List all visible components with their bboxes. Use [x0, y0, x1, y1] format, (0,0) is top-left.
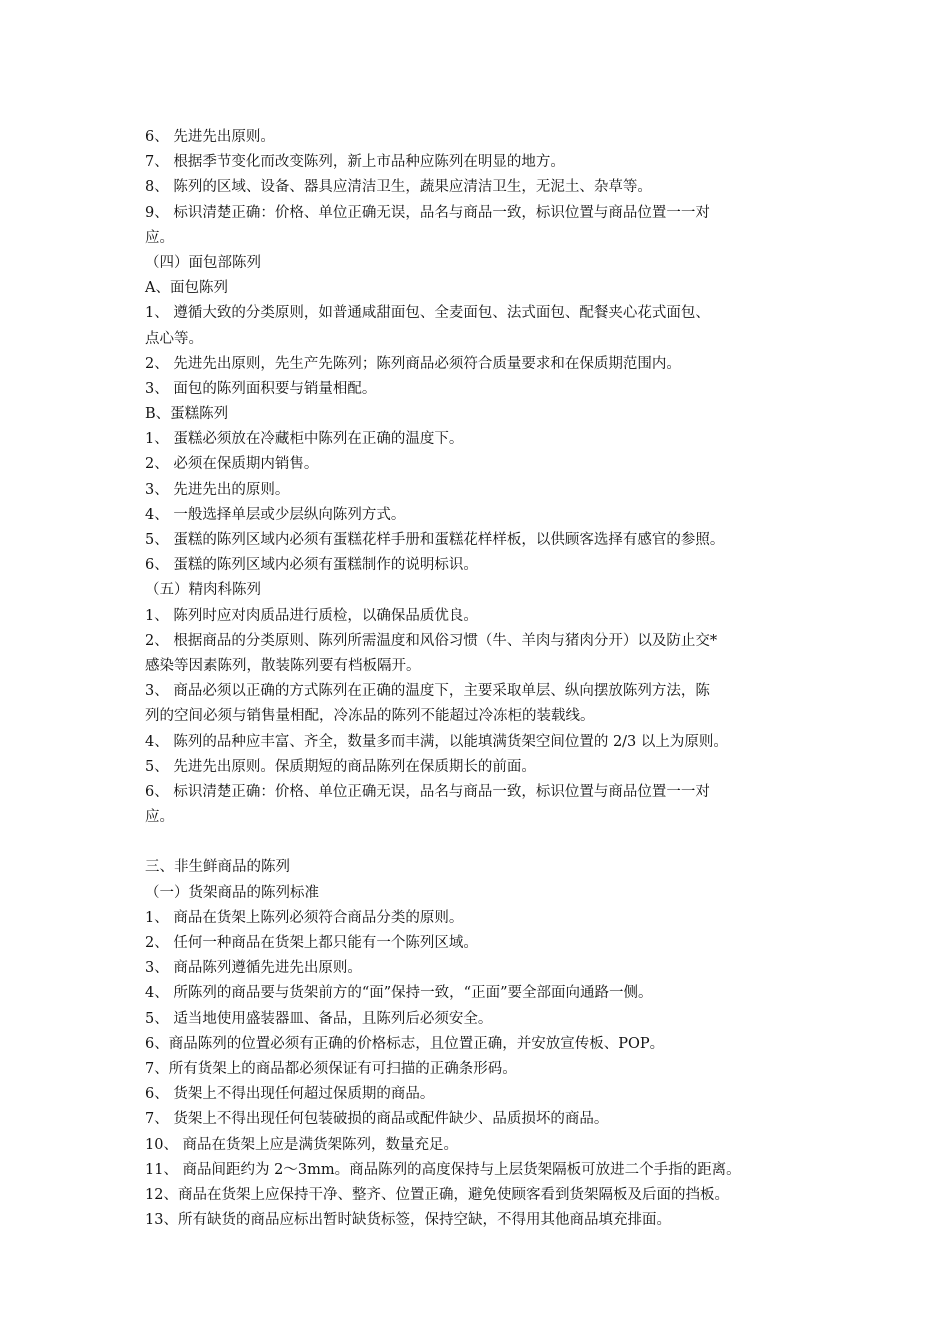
text-line: 1、 遵循大致的分类原则，如普通咸甜面包、全麦面包、法式面包、配餐夹心花式面包、 — [145, 305, 710, 322]
text-line: 7、所有货架上的商品都必须保证有可扫描的正确条形码。 — [145, 1060, 517, 1077]
section-heading: （五）精肉科陈列 — [145, 582, 261, 599]
text-line: 10、 商品在货架上应是满货架陈列，数量充足。 — [145, 1136, 459, 1153]
text-line: 3、 商品陈列遵循先进先出原则。 — [145, 960, 362, 977]
text-line: 4、 陈列的品种应丰富、齐全，数量多而丰满，以能填满货架空间位置的 2/3 以上为原则。 — [145, 733, 728, 750]
text-line: 11、 商品间距约为 2～3mm。商品陈列的高度保持与上层货架隔板可放进二个手指的距离。 — [145, 1161, 741, 1178]
text-line: 4、 一般选择单层或少层纵向陈列方式。 — [145, 506, 406, 523]
text-line: 感染等因素陈列，散装陈列要有档板隔开。 — [145, 657, 421, 674]
text-line: 1、 蛋糕必须放在冷藏柜中陈列在正确的温度下。 — [145, 431, 464, 448]
text-line: 6、商品陈列的位置必须有正确的价格标志，且位置正确，并安放宣传板、POP。 — [145, 1035, 665, 1052]
text-line: 3、 先进先出的原则。 — [145, 481, 290, 498]
text-line: 3、 面包的陈列面积要与销量相配。 — [145, 380, 377, 397]
text-line: 列的空间必须与销售量相配，冷冻品的陈列不能超过冷冻柜的装载线。 — [145, 708, 595, 725]
text-line: 13、所有缺货的商品应标出暂时缺货标签，保持空缺，不得用其他商品填充排面。 — [145, 1212, 671, 1229]
text-line: 6、 标识清楚正确：价格、单位正确无误，品名与商品一致，标识位置与商品位置一一对 — [145, 783, 710, 800]
text-line: 2、 必须在保质期内销售。 — [145, 456, 319, 473]
subsection-heading: B、蛋糕陈列 — [145, 406, 229, 423]
text-line: 1、 商品在货架上陈列必须符合商品分类的原则。 — [145, 909, 464, 926]
text-line: 点心等。 — [145, 330, 203, 347]
text-line: 2、 先进先出原则，先生产先陈列；陈列商品必须符合质量要求和在保质期范围内。 — [145, 355, 681, 372]
text-line: 7、 货架上不得出现任何包装破损的商品或配件缺少、品质损坏的商品。 — [145, 1111, 609, 1128]
text-line: 6、 货架上不得出现任何超过保质期的商品。 — [145, 1086, 435, 1103]
chapter-heading: 三、非生鲜商品的陈列 — [145, 859, 290, 876]
text-line: 应。 — [145, 809, 174, 826]
text-line: 6、 蛋糕的陈列区域内必须有蛋糕制作的说明标识。 — [145, 557, 478, 574]
text-line: 1、 陈列时应对肉质品进行质检，以确保品质优良。 — [145, 607, 478, 624]
text-line: 12、商品在货架上应保持干净、整齐、位置正确，避免使顾客看到货架隔板及后面的挡板。 — [145, 1186, 729, 1203]
section-heading: （一）货架商品的陈列标准 — [145, 884, 319, 901]
text-line: 3、 商品必须以正确的方式陈列在正确的温度下，主要采取单层、纵向摆放陈列方法，陈 — [145, 683, 710, 700]
text-line: 5、 适当地使用盛装器皿、备品，且陈列后必须安全。 — [145, 1010, 493, 1027]
text-line: 6、 先进先出原则。 — [145, 129, 275, 145]
text-line: 应。 — [145, 229, 174, 246]
blank-line — [145, 830, 811, 855]
text-line: 2、 根据商品的分类原则、陈列所需温度和风俗习惯（牛、羊肉与猪肉分开）以及防止交* — [145, 632, 718, 649]
document-body — [145, 125, 811, 1233]
section-heading: （四）面包部陈列 — [145, 254, 261, 271]
text-line: 2、 任何一种商品在货架上都只能有一个陈列区域。 — [145, 935, 478, 951]
text-line: 9、 标识清楚正确：价格、单位正确无误，品名与商品一致，标识位置与商品位置一一对 — [145, 204, 710, 221]
text-line: 8、 陈列的区域、设备、器具应清洁卫生，蔬果应清洁卫生，无泥土、杂草等。 — [145, 179, 652, 196]
text-line: 5、 先进先出原则。保质期短的商品陈列在保质期长的前面。 — [145, 758, 536, 775]
subsection-heading: A、面包陈列 — [145, 280, 228, 297]
text-line: 7、 根据季节变化而改变陈列，新上市品种应陈列在明显的地方。 — [145, 154, 565, 171]
text-line: 4、 所陈列的商品要与货架前方的“面”保持一致，“正面”要全部面向通路一侧。 — [145, 985, 653, 1002]
text-line: 5、 蛋糕的陈列区域内必须有蛋糕花样手册和蛋糕花样样板，以供顾客选择有感官的参照。 — [145, 532, 725, 548]
